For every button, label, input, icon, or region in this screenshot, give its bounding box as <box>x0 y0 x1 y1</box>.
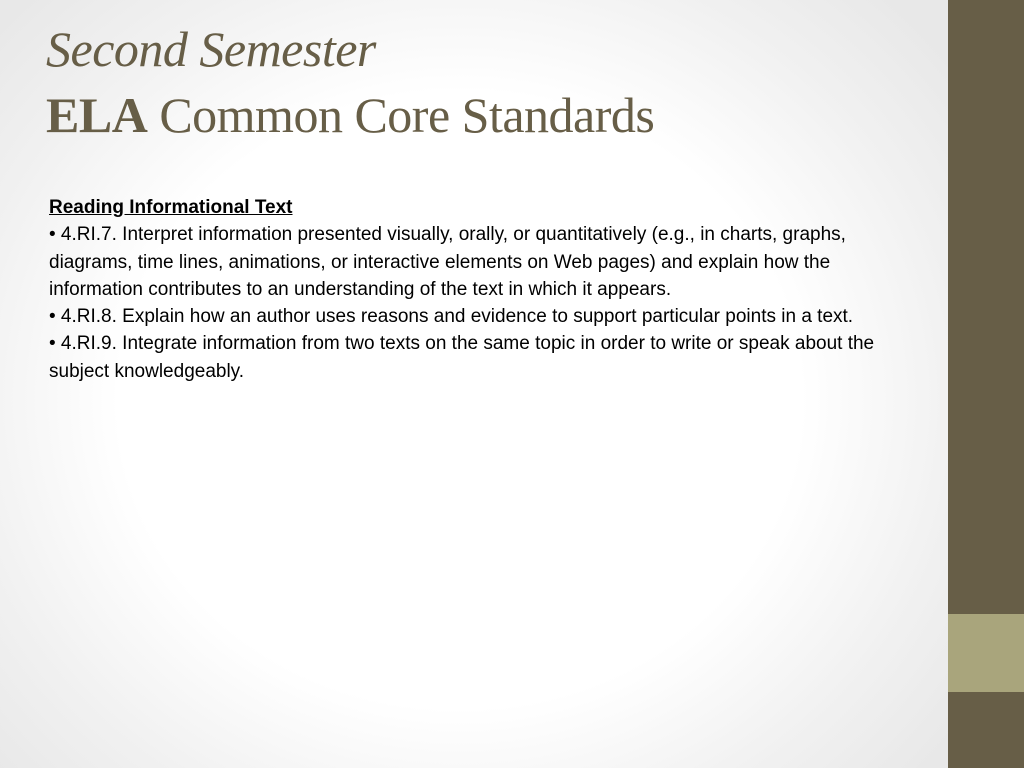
slide-title <box>46 18 926 150</box>
title-line-standards <box>46 80 926 150</box>
standard-4-ri-8: • 4.RI.8. Explain how an author uses reasons and evidence to support particular points in a text. <box>49 306 854 328</box>
title-ela: ELA <box>46 87 148 143</box>
standard-4-ri-7: • 4.RI.7. Interpret information presented visually, orally, or quantitatively (e.g., in charts, graphs, diagrams, time lines, animations, or interactive elements on Web pages) and explain how the information contributes to an understanding of the text in which it appears. <box>49 224 846 300</box>
standard-4-ri-9: • 4.RI.9. Integrate information from two texts on the same topic in order to write or speak about the subject knowledgeably. <box>49 333 875 382</box>
title-common-core-standards: Common Core Standards <box>147 87 655 143</box>
section-heading: Reading Informational Text <box>49 197 293 218</box>
title-line-semester: Second Semester <box>46 21 376 77</box>
slide-body <box>49 194 899 385</box>
decorative-side-bar-accent <box>948 614 1024 692</box>
